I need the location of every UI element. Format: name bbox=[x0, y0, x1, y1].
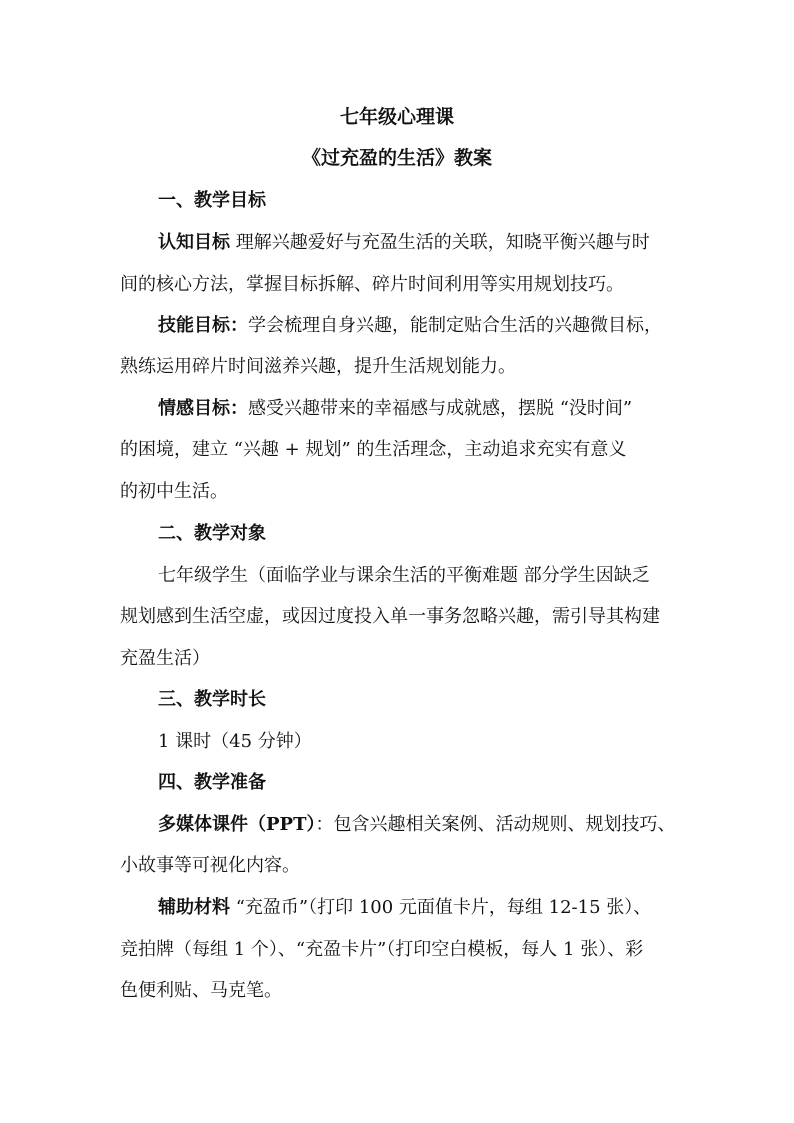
multimedia-text-cont: 小故事等可视化内容。 bbox=[120, 855, 300, 876]
aux-materials-text: “充盈币”（打印 100 元面值卡片，每组 12-15 张）、 bbox=[230, 897, 652, 918]
section-heading-objectives: 一、教学目标 bbox=[158, 190, 266, 211]
aux-materials-text-cont: 竞拍牌（每组 1 个）、“充盈卡片”（打印空白模板，每人 1 张）、彩 bbox=[120, 939, 644, 960]
skill-objective-text-cont: 熟练运用碎片时间滋养兴趣，提升生活规划能力。 bbox=[120, 356, 516, 377]
emotion-objective-text: 感受兴趣带来的幸福感与成就感，摆脱 “没时间” bbox=[248, 398, 633, 419]
document-subtitle: 《过充盈的生活》教案 bbox=[301, 147, 492, 169]
aux-materials-line bbox=[158, 895, 680, 921]
emotion-objective-label: 情感目标： bbox=[158, 398, 248, 419]
cognitive-objective-text: 理解兴趣爱好与充盈生活的关联，知晓平衡兴趣与时 bbox=[230, 232, 650, 253]
cognitive-objective-label: 认知目标 bbox=[158, 232, 230, 253]
multimedia-label: 多媒体课件（PPT） bbox=[158, 814, 316, 835]
audience-text-cont: 规划感到生活空虚，或因过度投入单一事务忽略兴趣，需引导其构建 bbox=[120, 606, 660, 627]
cognitive-objective-text-cont: 间的核心方法，掌握目标拆解、碎片时间利用等实用规划技巧。 bbox=[120, 274, 624, 295]
aux-materials-label: 辅助材料 bbox=[158, 897, 230, 918]
duration-text: 1 课时（45 分钟） bbox=[158, 731, 312, 752]
multimedia-line bbox=[158, 812, 680, 838]
section-heading-duration: 三、教学时长 bbox=[158, 689, 266, 710]
document-title: 七年级心理课 bbox=[339, 106, 454, 128]
multimedia-text: ：包含兴趣相关案例、活动规则、规划技巧、 bbox=[315, 814, 676, 835]
section-heading-preparation: 四、教学准备 bbox=[158, 772, 266, 793]
skill-objective-label: 技能目标： bbox=[158, 315, 248, 336]
cognitive-objective-line bbox=[158, 230, 680, 256]
emotion-objective-text-cont: 的困境，建立 “兴趣 + 规划” 的生活理念，主动追求充实有意义 bbox=[120, 439, 627, 460]
section-heading-audience: 二、教学对象 bbox=[158, 523, 266, 544]
audience-text-end: 充盈生活） bbox=[120, 648, 210, 669]
aux-materials-text-end: 色便利贴、马克笔。 bbox=[120, 980, 282, 1001]
skill-objective-line bbox=[158, 313, 680, 339]
emotion-objective-text-end: 的初中生活。 bbox=[120, 481, 228, 502]
skill-objective-text: 学会梳理自身兴趣，能制定贴合生活的兴趣微目标， bbox=[248, 315, 662, 336]
emotion-objective-line bbox=[158, 396, 680, 422]
audience-text: 七年级学生（面临学业与课余生活的平衡难题 部分学生因缺乏 bbox=[158, 565, 650, 586]
